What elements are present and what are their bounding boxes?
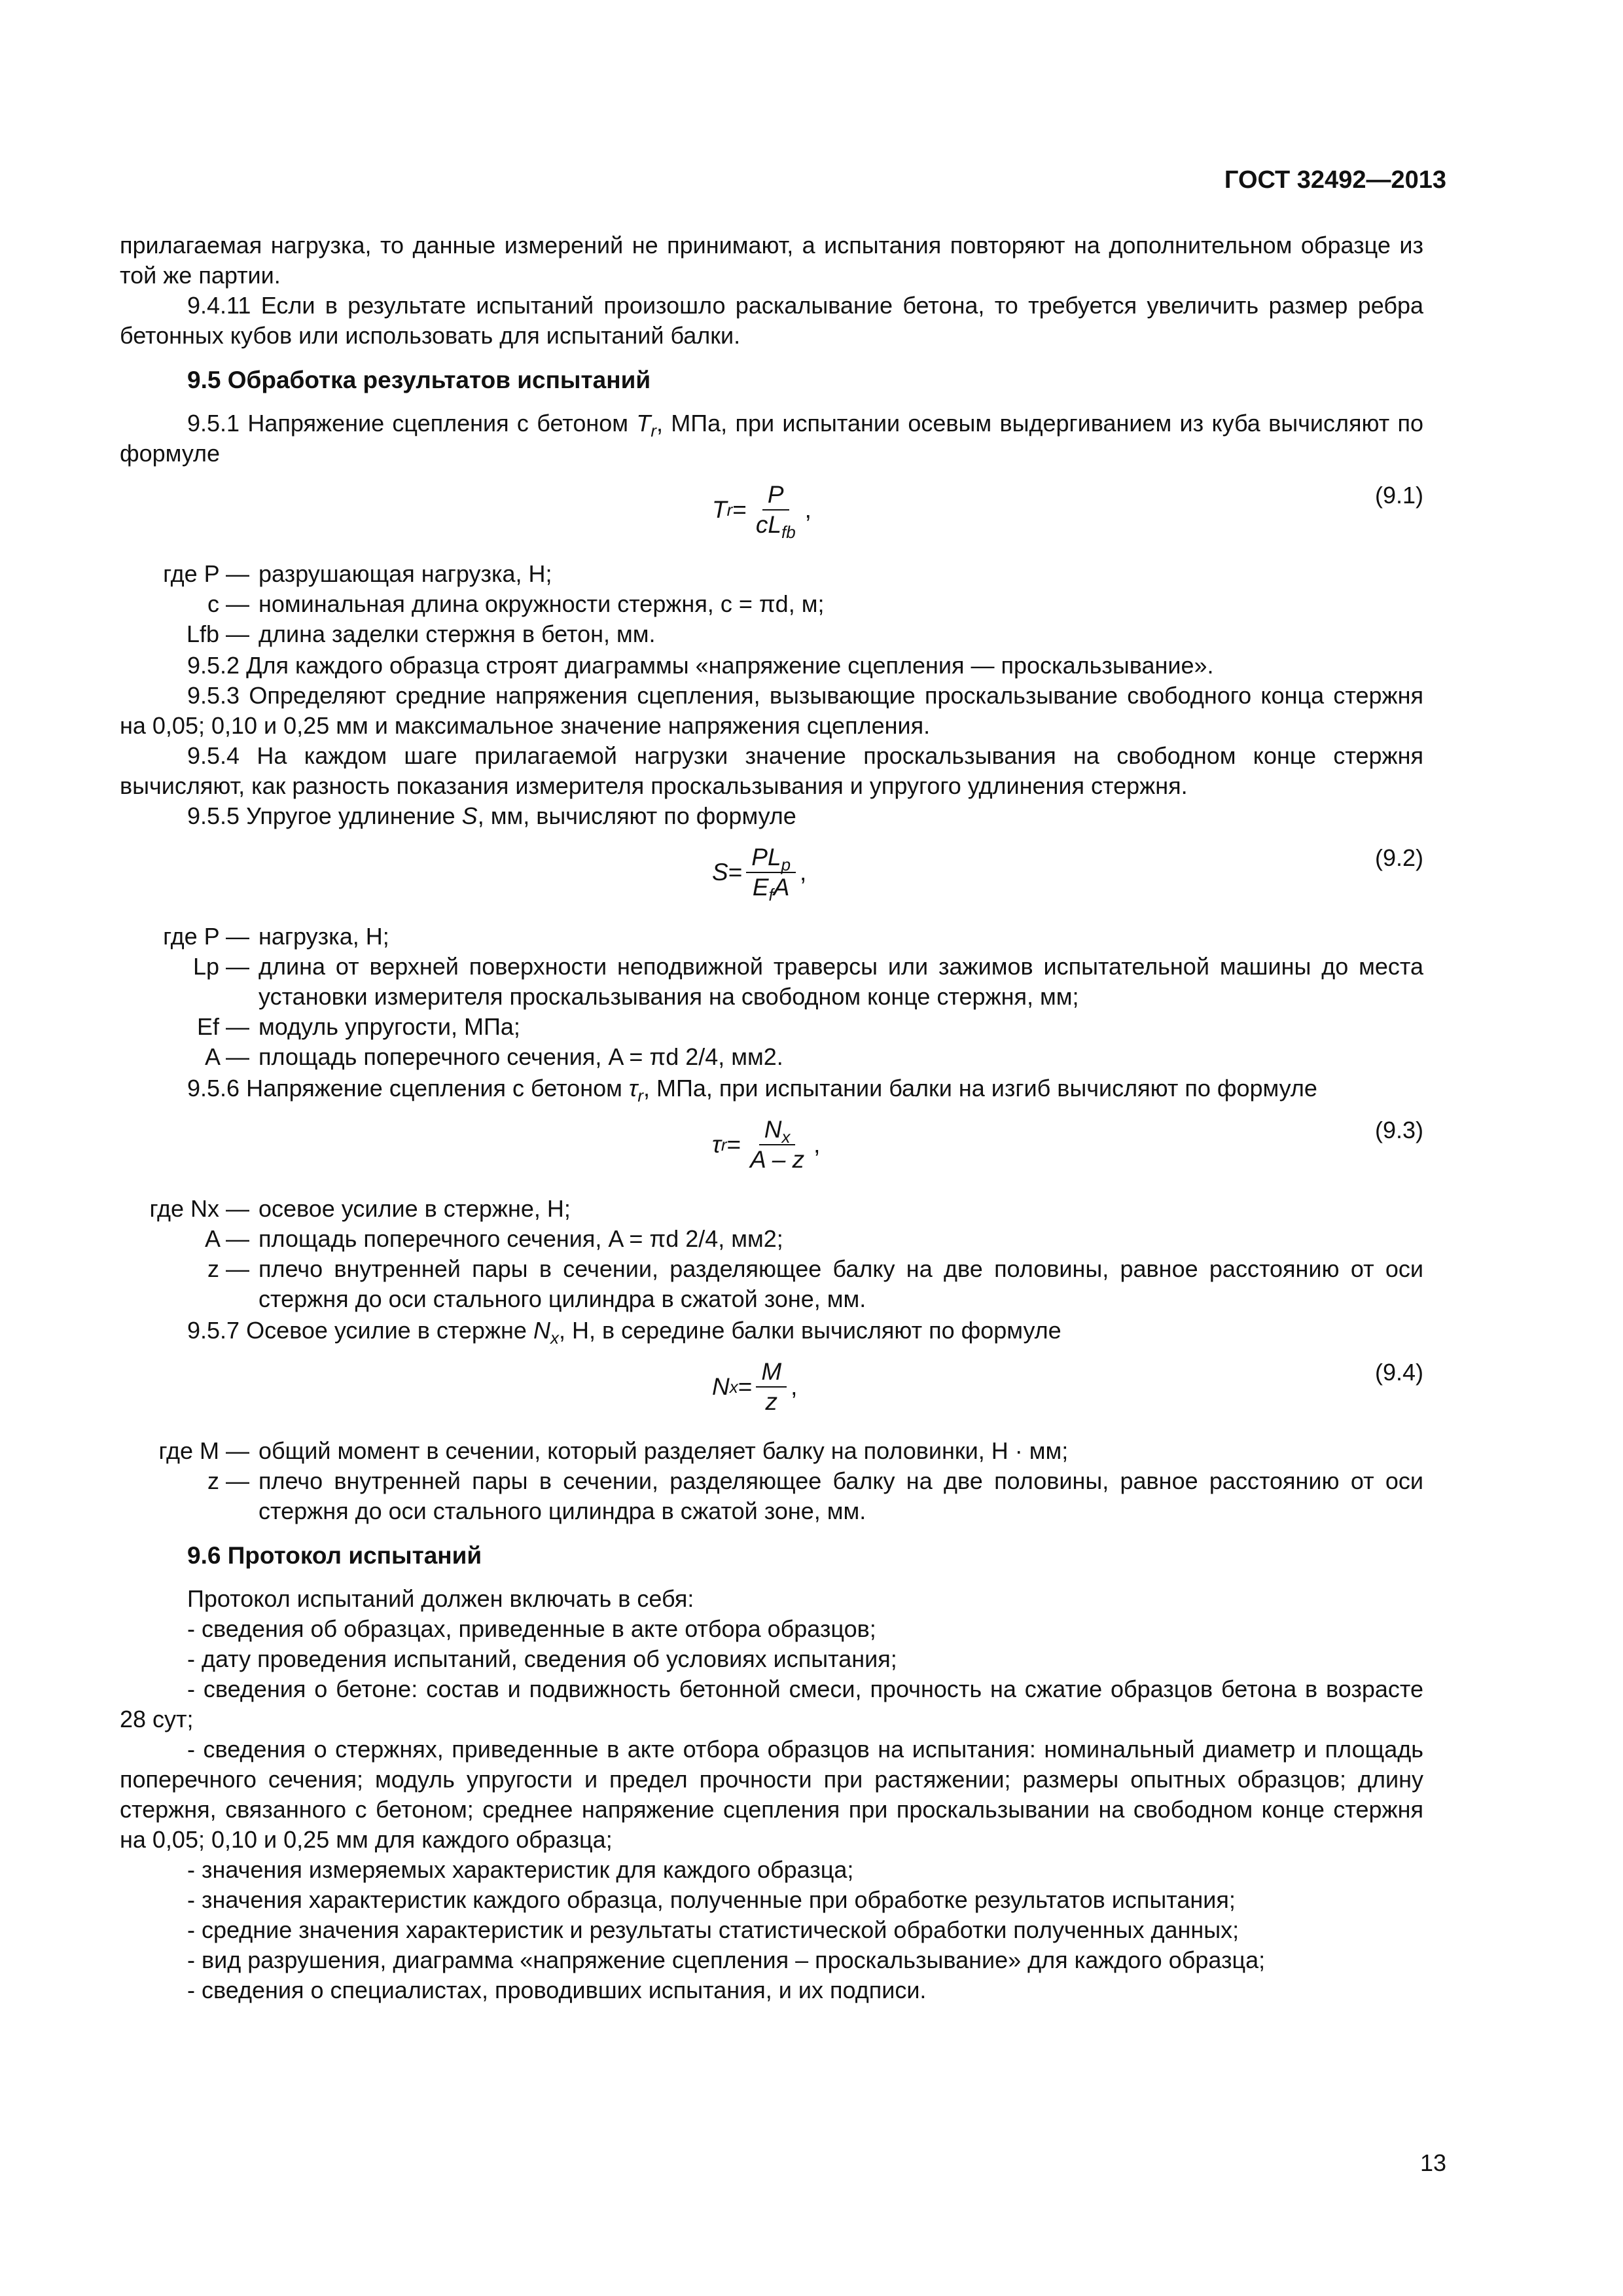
section-heading-9-6: 9.6 Протокол испытаний	[187, 1542, 482, 1569]
paragraph-9-5-7: 9.5.7 Осевое усилие в стержне $N_x$, Н, в середине балки вычисляют по формуле	[187, 1317, 1061, 1348]
list-item: - сведения о стержнях, приведенные в акте отбора образцов на испытания: номинальный диаметр и площадь поперечного сечения; модуль упругости и предел прочности при растяжении; размеры опытных образцов; длину стержня, связанного с бетоном; среднее напряжение сцепления при проскальзывании на свободном конце стержня на 0,05; 0,10 и 0,25 мм для каждого образца;	[120, 1736, 1423, 1853]
page-number: 13	[1419, 2149, 1446, 2176]
list-item: - дату проведения испытаний, сведения об условиях испытания;	[187, 1645, 897, 1672]
formula-9-2: S = $\frac{PL_p}{E_fA}$ , (9.2)	[712, 844, 1423, 905]
list-item: - средние значения характеристик и результаты статистической обработки полученных данных;	[187, 1916, 1240, 1943]
list-item: - вид разрушения, диаграмма «напряжение сцепления – проскальзывание» для каждого образца;	[187, 1946, 1266, 1973]
legend-9-4: где M — общий момент в сечении, который разделяет балку на половинки, Н · мм; z — плечо внутренней пары в сечении, разделяющее балку на две половины, равное расстоянию от оси стержня до оси стального цилиндра в сжатой зоне, мм.	[158, 1437, 1423, 1524]
section-heading-9-5: 9.5 Обработка результатов испытаний	[187, 367, 651, 393]
paragraph-continuation: прилагаемая нагрузка, то данные измерений не принимают, а испытания повторяют на дополнительном образце из той же партии.	[120, 232, 1423, 289]
paragraph-9-4-11: 9.4.11 Если в результате испытаний произошло раскалывание бетона, то требуется увеличить размер ребра бетонных кубов или использовать для испытаний балки.	[120, 292, 1423, 349]
list-item: - сведения о бетоне: состав и подвижность бетонной смеси, прочность на сжатие образцов бетона в возрасте 28 сут;	[120, 1676, 1423, 1732]
list-item: - значения характеристик каждого образца, полученные при обработке результатов испытания;	[187, 1886, 1236, 1913]
document-header: ГОСТ 32492—2013	[1224, 166, 1446, 194]
paragraph-9-5-3: 9.5.3 Определяют средние напряжения сцепления, вызывающие проскальзывание свободного конца стержня на 0,05; 0,10 и 0,25 мм и максимальное значение напряжения сцепления.	[120, 682, 1423, 739]
list-item: - сведения о специалистах, проводивших испытания, и их подписи.	[187, 1977, 927, 2003]
formula-number: (9.2)	[1374, 844, 1423, 871]
formula-9-3: τ r = $\frac{N_x}{A - z}$ , (9.3)	[712, 1116, 1423, 1173]
legend-9-3: где Nx — осевое усилие в стержне, Н; A — площадь поперечного сечения, A = πd 2/4, мм2; z — плечо внутренней пары в сечении, разделяющее балку на две половины, равное расстоянию от оси стержня до оси стального цилиндра в сжатой зоне, мм.	[149, 1195, 1423, 1312]
formula-number: (9.3)	[1374, 1117, 1423, 1143]
page-content	[120, 230, 1423, 2005]
paragraph-9-5-6: 9.5.6 Напряжение сцепления с бетоном $\tau_r$, МПа, при испытании балки на изгиб вычисляют по формуле	[187, 1075, 1317, 1105]
legend-9-2: где P — нагрузка, Н; Lp — длина от верхней поверхности неподвижной траверсы или зажимов испытательной машины до места установки измерителя проскальзывания на свободном конце стержня, мм; Ef — модуль упругости, МПа; A — площадь поперечного сечения, A = πd 2/4, мм2.	[163, 923, 1423, 1070]
paragraph-9-5-4: 9.5.4 На каждом шаге прилагаемой нагрузки значение проскальзывания на свободном конце стержня вычисляют, как разность показания измерителя проскальзывания и упругого удлинения стержня.	[120, 742, 1423, 799]
list-item: - сведения об образцах, приведенные в акте отбора образцов;	[187, 1615, 876, 1642]
paragraph-9-5-5: 9.5.5 Упругое удлинение S, мм, вычисляют по формуле	[187, 802, 796, 829]
formula-number: (9.4)	[1374, 1359, 1423, 1386]
list-item: - значения измеряемых характеристик для каждого образца;	[187, 1856, 854, 1883]
paragraph-9-5-1: 9.5.1 Напряжение сцепления с бетоном $T_r$, МПа, при испытании осевым выдергиванием из куба вычисляют по формуле	[120, 410, 1423, 467]
paragraph-9-5-2: 9.5.2 Для каждого образца строят диаграммы «напряжение сцепления — проскальзывание».	[187, 652, 1214, 679]
legend-9-1: где P — разрушающая нагрузка, Н; c — номинальная длина окружности стержня, c = πd, м; Lfb — длина заделки стержня в бетон, мм.	[163, 560, 825, 647]
protocol-list	[120, 1584, 1423, 2005]
formula-9-4: N x = $\frac{M}{z}$ , (9.4)	[712, 1358, 1423, 1415]
formula-number: (9.1)	[1374, 482, 1423, 509]
formula-9-1: T r = $\frac{P}{cL_{fb}}$ , (9.1)	[712, 481, 1423, 542]
protocol-intro: Протокол испытаний должен включать в себя:	[187, 1585, 694, 1612]
